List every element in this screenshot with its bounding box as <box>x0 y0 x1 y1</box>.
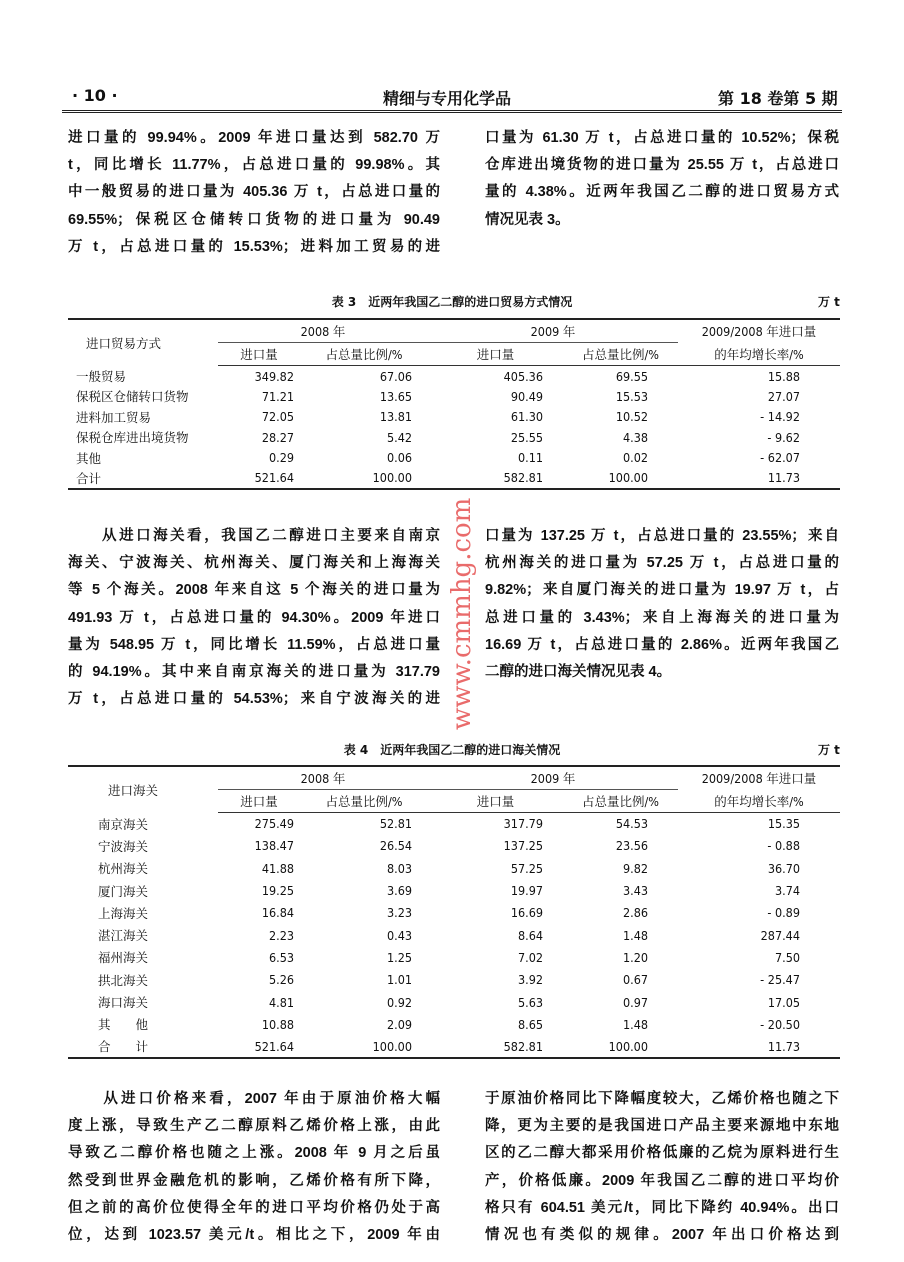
table-cell: 4.81 <box>268 994 294 1010</box>
text-line: 总进口量的 3.43%；来自上海海关的进口量为 <box>485 609 839 626</box>
column-header: 进口量 <box>218 343 300 366</box>
column-header: 2009/2008 年进口量 <box>701 771 817 787</box>
column-header: 的年均增长率/% <box>678 343 840 366</box>
watermark: www.cmmhg.com <box>447 497 477 730</box>
table-cell: 57.25 <box>510 860 543 876</box>
table-row <box>68 991 840 1013</box>
column-header: 占总量比例/% <box>300 343 428 366</box>
table-cell: 100.00 <box>608 1038 648 1054</box>
table-cell: 5.42 <box>386 429 412 445</box>
table-row <box>68 366 840 387</box>
text-line: 情况也有类似的规律。2007 年出口价格达到 <box>485 1227 839 1244</box>
text-line: 然受到世界金融危机的影响，乙烯价格有所下降， <box>68 1172 440 1189</box>
table-cell: - 14.92 <box>760 409 800 425</box>
table-cell: 16.69 <box>510 905 543 921</box>
text-line: t，同比增长 11.77%，占总进口量的 99.98%。其 <box>68 157 440 174</box>
row-label: 其他 <box>76 450 102 466</box>
column-header: 2009 年 <box>428 319 678 343</box>
table-cell: 349.82 <box>254 368 294 384</box>
table-cell: 138.47 <box>254 838 294 854</box>
row-label: 福州海关 <box>98 950 149 966</box>
table-row <box>68 969 840 991</box>
paragraph <box>485 1086 839 1249</box>
table-cell: 15.35 <box>767 816 800 832</box>
table-cell: 1.48 <box>622 1016 648 1032</box>
row-label: 其 他 <box>98 1017 149 1033</box>
table-cell: 100.00 <box>608 470 648 486</box>
table-row <box>68 835 840 857</box>
table-row <box>68 448 840 469</box>
table-cell: 7.50 <box>774 949 800 965</box>
table-cell: 2.09 <box>386 1016 412 1032</box>
paragraph <box>485 125 839 234</box>
table-cell: 9.82 <box>622 860 648 876</box>
table-cell: 72.05 <box>261 409 294 425</box>
text-line: 从进口海关看，我国乙二醇进口主要来自南京 <box>68 528 440 544</box>
table-cell: 23.56 <box>615 838 648 854</box>
table-cell: 36.70 <box>767 860 800 876</box>
table-cell: 41.88 <box>261 860 294 876</box>
table-cell: 10.52 <box>615 409 648 425</box>
text-line: 情况见表 3。 <box>485 211 570 228</box>
table-cell: 54.53 <box>615 816 648 832</box>
text-line: 从进口价格来看，2007 年由于原油价格大幅 <box>68 1091 440 1107</box>
table-cell: 15.88 <box>767 368 800 384</box>
table-cell: 0.92 <box>386 994 412 1010</box>
column-header: 2009 年 <box>428 766 678 790</box>
table-cell: 8.64 <box>517 927 543 943</box>
header-rule <box>62 110 842 113</box>
table-cell: 3.43 <box>622 883 648 899</box>
table-cell: 10.88 <box>261 1016 294 1032</box>
text-line: 等 5 个海关。2008 年来自这 5 个海关的进口量为 <box>68 582 440 599</box>
text-line: 口量为 61.30 万 t，占总进口量的 10.52%；保税 <box>485 130 839 146</box>
row-label: 进料加工贸易 <box>76 409 152 425</box>
table-cell: 52.81 <box>379 816 412 832</box>
table-cell: 16.84 <box>261 905 294 921</box>
text-line: 万 t，占总进口量的 15.53%；进料加工贸易的进 <box>68 238 440 255</box>
row-label: 湛江海关 <box>98 928 149 944</box>
column-header: 占总量比例/% <box>563 343 678 366</box>
table-cell: 61.30 <box>510 409 543 425</box>
column-header: 进口贸易方式 <box>86 335 162 351</box>
table-cell: 3.74 <box>774 883 800 899</box>
paragraph <box>68 523 440 713</box>
table-cell: 8.65 <box>517 1016 543 1032</box>
table-cell: 26.54 <box>379 838 412 854</box>
table-cell: - 0.88 <box>767 838 800 854</box>
journal-title: 精细与专用化学品 <box>383 89 512 108</box>
table-row <box>68 1013 840 1035</box>
table-cell: 67.06 <box>379 368 412 384</box>
row-label: 合计 <box>76 470 102 486</box>
text-line: 区的乙二醇大都采用价格低廉的乙烷为原料进行生 <box>485 1145 839 1162</box>
table-cell: 15.53 <box>615 388 648 404</box>
table-cell: 3.69 <box>386 883 412 899</box>
table-row <box>68 427 840 448</box>
table-cell: 0.11 <box>517 450 543 466</box>
text-line: 万 t，占总进口量的 54.53%；来自宁波海关的进 <box>68 691 440 708</box>
table-cell: 2.86 <box>622 905 648 921</box>
row-label: 杭州海关 <box>98 861 149 877</box>
table-row <box>68 879 840 901</box>
table4-unit: 万 t <box>818 743 840 757</box>
text-line: 杭州海关的进口量为 57.25 万 t，占总进口量的 <box>485 555 839 572</box>
column-header: 2009/2008 年进口量 <box>701 324 817 340</box>
table-cell: 19.97 <box>510 883 543 899</box>
row-label: 海口海关 <box>98 995 149 1011</box>
table-cell: 17.05 <box>767 994 800 1010</box>
table-cell: 1.25 <box>386 949 412 965</box>
table-cell: 0.06 <box>386 450 412 466</box>
table-cell: 8.03 <box>386 860 412 876</box>
page-number: · 10 · <box>72 86 118 105</box>
table4-title: 表 4 近两年我国乙二醇的进口海关情况 <box>343 743 561 757</box>
column-header: 占总量比例/% <box>300 790 428 813</box>
table-cell: 582.81 <box>503 470 543 486</box>
text-line: 69.55%；保税区仓储转口货物的进口量为 90.49 <box>68 211 440 228</box>
table-cell: 0.97 <box>622 994 648 1010</box>
text-line: 量的 4.38%。近两年我国乙二醇的进口贸易方式 <box>485 184 839 201</box>
table-row <box>68 857 840 879</box>
text-line: 进口量的 99.94%。2009 年进口量达到 582.70 万 <box>68 130 440 146</box>
table3-unit: 万 t <box>818 295 840 309</box>
table-row <box>68 924 840 946</box>
table-row <box>68 1035 840 1057</box>
table-cell: 2.23 <box>268 927 294 943</box>
table-cell: 0.67 <box>622 972 648 988</box>
table-cell: 1.20 <box>622 949 648 965</box>
table-cell: 27.07 <box>767 388 800 404</box>
text-line: 格只有 604.51 美元/t，同比下降约 40.94%。出口 <box>485 1199 839 1216</box>
table-cell: 13.65 <box>379 388 412 404</box>
table-cell: 11.73 <box>767 470 800 486</box>
table-cell: - 25.47 <box>760 972 800 988</box>
table-row <box>68 946 840 968</box>
table-cell: 521.64 <box>254 470 294 486</box>
table-row <box>68 468 840 489</box>
column-header: 进口量 <box>428 790 563 813</box>
table-cell: 5.26 <box>268 972 294 988</box>
row-label: 一般贸易 <box>76 368 127 384</box>
text-line: 量为 548.95 万 t，同比增长 11.59%，占总进口量 <box>68 636 440 653</box>
table-cell: 28.27 <box>261 429 294 445</box>
table-row <box>68 902 840 924</box>
table-row <box>68 386 840 407</box>
text-line: 海关、宁波海关、杭州海关、厦门海关和上海海关 <box>68 555 440 572</box>
table-cell: 11.73 <box>767 1038 800 1054</box>
column-header: 占总量比例/% <box>563 790 678 813</box>
table-cell: 69.55 <box>615 368 648 384</box>
table-row <box>68 813 840 835</box>
row-label: 拱北海关 <box>98 972 149 988</box>
row-label: 保税区仓储转口货物 <box>76 389 189 405</box>
text-line: 产，价格低廉。2009 年我国乙二醇的进口平均价 <box>485 1172 839 1189</box>
text-line: 二醇的进口海关情况见表 4。 <box>485 664 672 681</box>
table-cell: 71.21 <box>261 388 294 404</box>
text-line: 降，更为主要的是我国进口产品主要来源地中东地 <box>485 1118 839 1135</box>
table-cell: 1.48 <box>622 927 648 943</box>
text-line: 于原油价格同比下降幅度较大，乙烯价格也随之下 <box>485 1091 839 1107</box>
text-line: 仓库进出境货物的进口量为 25.55 万 t，占总进口 <box>485 157 839 174</box>
row-label: 保税仓库进出境货物 <box>76 430 189 446</box>
table3 <box>68 318 840 490</box>
row-label: 宁波海关 <box>98 838 149 854</box>
table-row <box>68 407 840 428</box>
row-label: 厦门海关 <box>98 883 149 899</box>
paragraph <box>485 523 839 686</box>
text-line: 但之前的高价位使得全年的进口平均价格仍处于高 <box>68 1199 440 1216</box>
table3-title: 表 3 近两年我国乙二醇的进口贸易方式情况 <box>331 295 573 309</box>
table-cell: 0.02 <box>622 450 648 466</box>
table-cell: 275.49 <box>254 816 294 832</box>
text-line: 中一般贸易的进口量为 405.36 万 t，占总进口量的 <box>68 184 440 201</box>
text-line: 位，达到 1023.57 美元/t。相比之下，2009 年由 <box>68 1227 440 1244</box>
table-cell: 90.49 <box>510 388 543 404</box>
text-line: 口量为 137.25 万 t，占总进口量的 23.55%；来自 <box>485 528 839 544</box>
text-line: 导致乙二醇价格也随之上涨。2008 年 9 月之后虽 <box>68 1145 440 1162</box>
table-cell: 287.44 <box>760 927 800 943</box>
table-cell: 4.38 <box>622 429 648 445</box>
table-cell: 0.29 <box>268 450 294 466</box>
table-cell: 3.23 <box>386 905 412 921</box>
table-cell: 25.55 <box>510 429 543 445</box>
column-header: 2008 年 <box>218 319 428 343</box>
table-cell: 7.02 <box>517 949 543 965</box>
row-label: 合 计 <box>98 1039 149 1055</box>
table-cell: - 9.62 <box>767 429 800 445</box>
table-cell: 19.25 <box>261 883 294 899</box>
table-cell: 100.00 <box>372 1038 412 1054</box>
table-cell: 521.64 <box>254 1038 294 1054</box>
table-cell: 137.25 <box>503 838 543 854</box>
text-line: 9.82%；来自厦门海关的进口量为 19.97 万 t，占 <box>485 582 839 599</box>
column-header: 进口海关 <box>108 782 159 798</box>
table-cell: - 20.50 <box>760 1016 800 1032</box>
table-cell: 5.63 <box>517 994 543 1010</box>
text-line: 16.69 万 t，占总进口量的 2.86%。近两年我国乙 <box>485 636 839 653</box>
row-label: 南京海关 <box>98 816 149 832</box>
text-line: 491.93 万 t，占总进口量的 94.30%。2009 年进口 <box>68 609 440 626</box>
text-line: 度上涨，导致生产乙二醇原料乙烯价格上涨，由此 <box>68 1118 440 1135</box>
column-header: 进口量 <box>218 790 300 813</box>
column-header: 2008 年 <box>218 766 428 790</box>
table-cell: 405.36 <box>503 368 543 384</box>
table-cell: - 62.07 <box>760 450 800 466</box>
table-cell: 3.92 <box>517 972 543 988</box>
column-header: 的年均增长率/% <box>678 790 840 813</box>
table-cell: 1.01 <box>386 972 412 988</box>
issue-info: 第 18 卷第 5 期 <box>718 89 838 108</box>
table-cell: 100.00 <box>372 470 412 486</box>
column-header: 进口量 <box>428 343 563 366</box>
table-cell: 582.81 <box>503 1038 543 1054</box>
paragraph <box>68 125 440 261</box>
table-cell: 317.79 <box>503 816 543 832</box>
paragraph <box>68 1086 440 1249</box>
table-cell: 0.43 <box>386 927 412 943</box>
table-cell: 6.53 <box>268 949 294 965</box>
table-cell: - 0.89 <box>767 905 800 921</box>
table-cell: 13.81 <box>379 409 412 425</box>
table4 <box>68 765 840 1059</box>
text-line: 的 94.19%。其中来自南京海关的进口量为 317.79 <box>68 664 440 681</box>
row-label: 上海海关 <box>98 905 149 921</box>
